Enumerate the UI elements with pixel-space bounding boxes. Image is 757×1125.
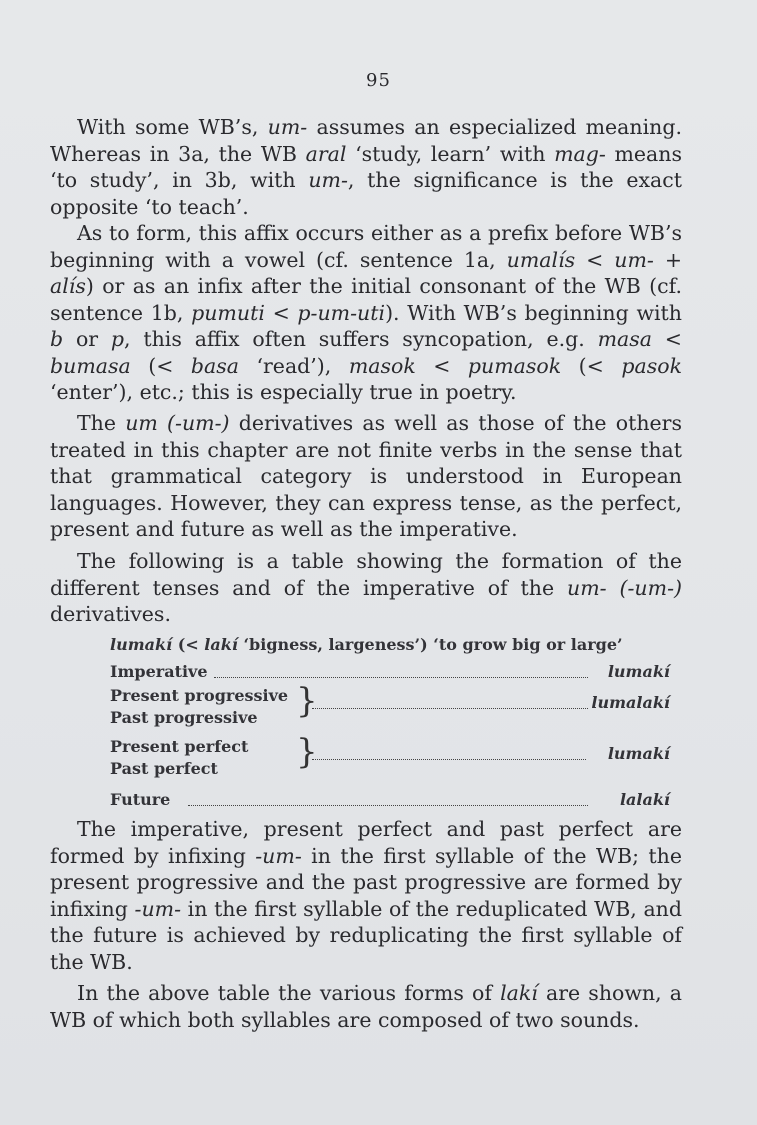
paragraph-4: The following is a table showing the formation of the different tenses and of the imperative of the um- (-um-) derivatives.	[50, 549, 682, 626]
paragraph-6: In the above table the various forms of lakí are shown, a WB of which both syllables are composed of two sounds.	[50, 981, 682, 1032]
past-perfect-label: Past perfect	[110, 759, 218, 778]
row-perfect-value	[110, 743, 670, 765]
perfect-value: lumakí	[607, 744, 670, 763]
future-label: Future	[110, 790, 171, 809]
paragraph-3: The um (-um-) derivatives as well as those of the others treated in this chapter are not finite verbs in the sense that that grammatical category is understood in European languages. However, they can express tense, as the perfect, present and future as well as the imperative.	[50, 411, 682, 541]
row-progressive-value	[110, 692, 670, 714]
page-number: 95	[366, 70, 391, 91]
past-progressive-label: Past progressive	[110, 708, 258, 727]
row-future	[110, 789, 670, 811]
imperative-label: Imperative	[110, 662, 208, 681]
paragraph-5: The imperative, present perfect and past perfect are formed by infixing -um- in the first syllable of the WB; the present progressive and the past progressive are formed by infixing -um- in the first syllable of the reduplicated WB, and the future is achieved by reduplicating the first syllable of the WB.	[50, 817, 682, 974]
imperative-value: lumakí	[607, 662, 670, 681]
future-value: lalakí	[619, 790, 670, 809]
table-caption: lumakí (< lakí ‘bigness, largeness’) ‘to grow big or large’	[110, 635, 623, 654]
paragraph-1: With some WB’s, um- assumes an especialized meaning. Whereas in 3a, the WB aral ‘study, learn’ with mag- means ‘to study’, in 3b, with um-, the significance is the exact opposite ‘to teach’.	[50, 115, 682, 219]
row-imperative	[110, 661, 670, 683]
present-progressive-label: Present progressive	[110, 686, 289, 705]
present-perfect-label: Present perfect	[110, 737, 249, 756]
progressive-value: lumalakí	[591, 693, 670, 712]
book-page: 95 With some WB’s, um- assumes an especialized meaning. Whereas in 3a, the WB aral ‘study, learn’ with mag- means ‘to study’, in 3b, with um-, the significance is the exact opposite ‘to teach’. As to form, this affix occurs either as a prefix before WB’s beginning with a vowel (cf. sentence 1a, umalís < um- + alís) or as an infix after the initial consonant of the WB (cf. sentence 1b, pumuti < p-um-uti). With WB’s beginning with b or p, this affix often suffers syncopation, e.g. masa < bumasa (< basa ‘read’), masok < pumasok (< pasok ‘enter’), etc.; this is especially true in poetry. The um (-um-) derivatives as well as those of the others treated in this chapter are not finite verbs in the sense that that grammatical category is understood in European languages. However, they can express tense, as the perfect, present and future as well as the imperative. The following is a table showing the formation of the different tenses and of the imperative of the um- (-um-) derivatives. lumakí (< lakí ‘bigness, largeness’) ‘to grow big or large’ Imperative lumakí Present progressive Past progressive } lumalakí Present perfect Past perfect } lumakí Future lalakí The imperative, present perfect and past perfect are formed by infixing -um- in the first syllable of the WB; the present progressive and the past progressive are formed by infixing -um- in the first syllable of the reduplicated WB, and the future is achieved by reduplicating the first syllable of the WB. In the above table the various forms of lakí are shown, a WB of which both syllables are composed of two sounds.	[0, 0, 757, 1125]
paragraph-2: As to form, this affix occurs either as a prefix before WB’s beginning with a vowel (cf. sentence 1a, umalís < um- + alís) or as an infix after the initial consonant of the WB (cf. sentence 1b, pumuti < p-um-uti). With WB’s beginning with b or p, this affix often suffers syncopation, e.g. masa < bumasa (< basa ‘read’), masok < pumasok (< pasok ‘enter’), etc.; this is especially true in poetry.	[50, 221, 683, 404]
